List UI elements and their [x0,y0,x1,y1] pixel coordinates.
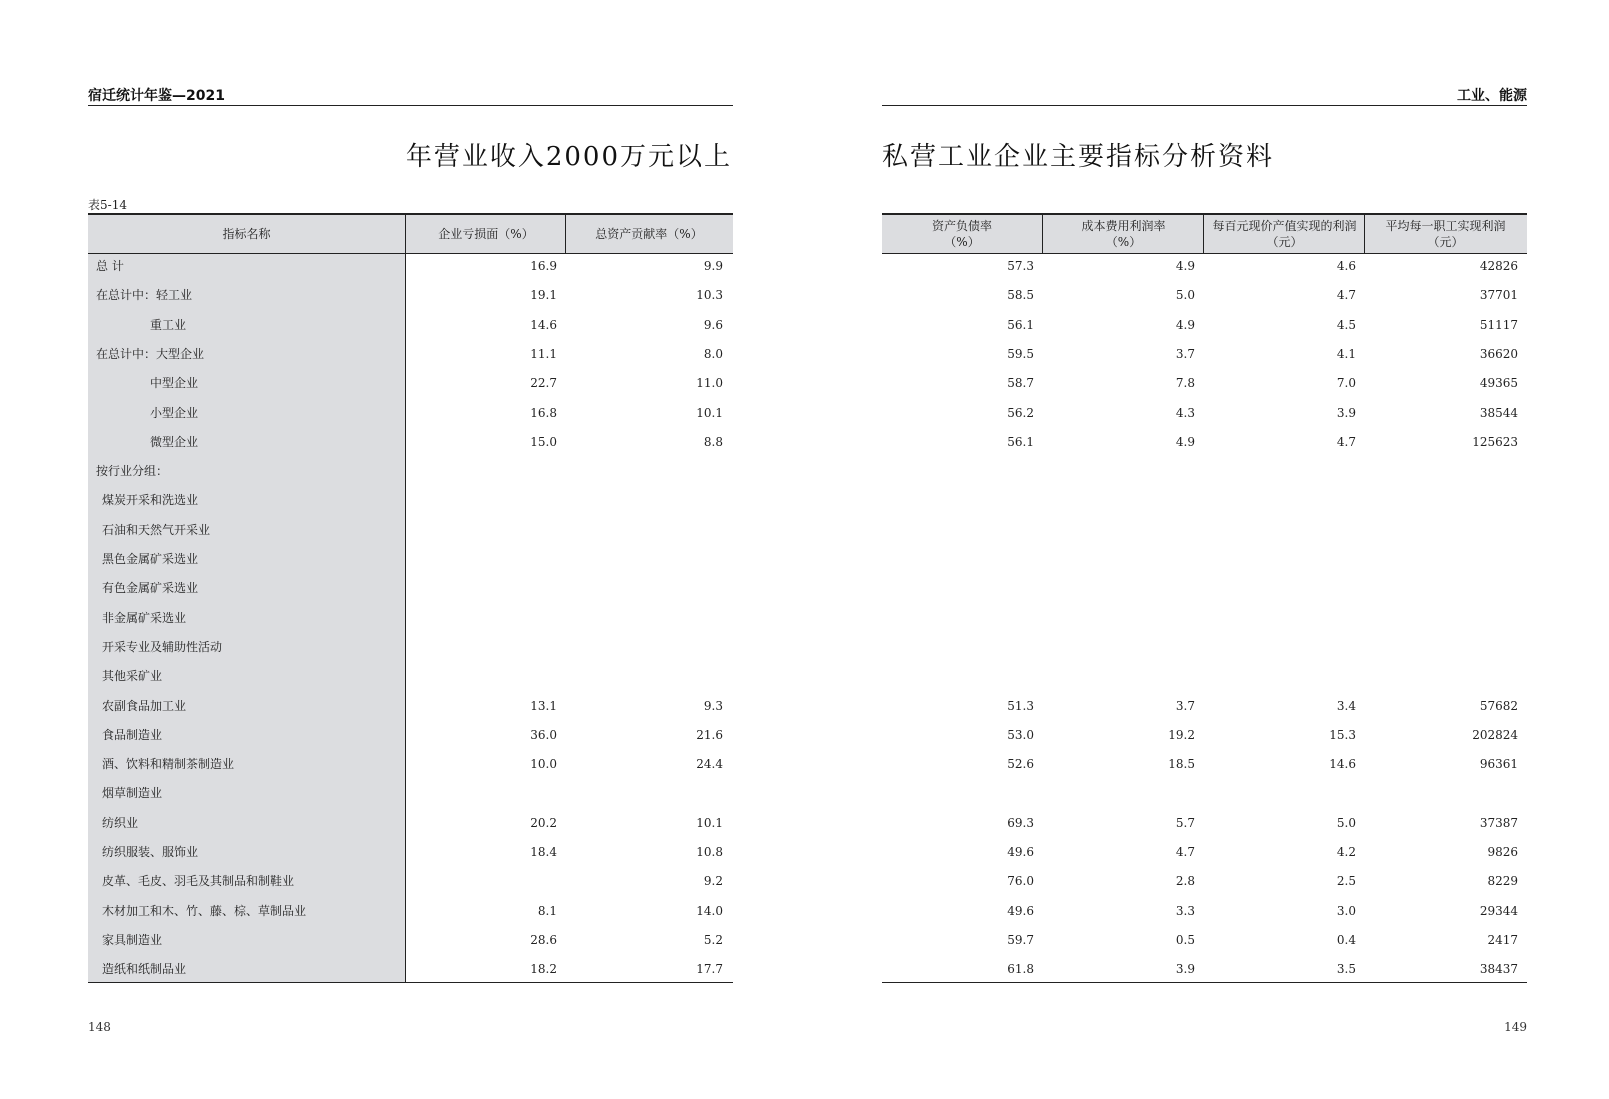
cost-profit-ratio-value: 3.3 [1175,903,1195,918]
profit-per-100-value [1203,486,1356,516]
left-page-number: 148 [88,1020,111,1034]
profit-per-100-value [1203,633,1356,663]
debt-ratio-value: 51.3 [1007,698,1034,713]
debt-ratio-value: 57.3 [1007,259,1034,273]
loss-rate-value [405,867,557,897]
column-header-profit-per-worker-label: 平均每一职工实现利润 [1385,219,1506,233]
indicator-name: 小型企业 [150,405,199,420]
asset-contribution-value: 24.4 [696,757,723,772]
asset-contribution-value: 17.7 [696,962,723,977]
asset-contribution-value: 9.3 [703,698,723,713]
table-row [88,750,733,780]
asset-contribution-value [565,545,723,575]
profit-per-100-value [1203,574,1356,604]
profit-per-worker-value: 9826 [1487,845,1518,859]
table-row [882,457,1527,487]
profit-per-100-value: 4.5 [1336,317,1356,332]
profit-per-100-value: 4.2 [1336,845,1356,859]
table-row [88,897,733,927]
column-header-cost-profit-ratio-unit: （%） [1105,235,1142,249]
right-table-header [882,213,1527,254]
indicator-name: 木材加工和木、竹、藤、棕、草制品业 [102,903,307,918]
loss-rate-value: 18.2 [530,962,557,977]
profit-per-worker-value: 42826 [1479,259,1518,273]
profit-per-worker-value: 36620 [1479,346,1518,361]
table-row [88,867,733,897]
profit-per-100-value: 14.6 [1329,757,1356,772]
right-header-rule [882,105,1527,106]
profit-per-100-value [1203,516,1356,546]
profit-per-100-value [1203,662,1356,692]
asset-contribution-value: 10.3 [696,288,723,303]
indicator-name: 在总计中：轻工业 [96,288,193,303]
asset-contribution-value [565,516,723,546]
column-header-loss-rate: 企业亏损面（%） [405,215,566,253]
profit-per-worker-value: 96361 [1479,757,1518,772]
column-header-cost-profit-ratio [1042,215,1204,253]
cost-profit-ratio-value [1042,604,1195,634]
profit-per-worker-value [1364,516,1518,546]
asset-contribution-value [565,574,723,604]
table-row [882,955,1527,985]
loss-rate-value: 16.9 [530,259,557,273]
table-row [88,545,733,575]
cost-profit-ratio-value [1042,457,1195,487]
profit-per-worker-value [1364,633,1518,663]
left-table-bottom-rule [88,982,733,983]
profit-per-worker-value [1364,486,1518,516]
profit-per-worker-value: 29344 [1479,903,1518,918]
asset-contribution-value [565,486,723,516]
indicator-name: 石油和天然气开采业 [102,522,211,537]
indicator-name: 微型企业 [150,434,199,449]
loss-rate-value [405,457,557,487]
table-row [88,838,733,868]
debt-ratio-value: 49.6 [1007,845,1034,859]
profit-per-worker-value: 37701 [1479,288,1518,303]
loss-rate-value: 10.0 [530,757,557,772]
profit-per-100-value: 15.3 [1329,727,1356,742]
loss-rate-value [405,604,557,634]
asset-contribution-value: 8.0 [703,346,723,361]
loss-rate-value: 11.1 [530,346,557,361]
indicator-name: 在总计中：大型企业 [96,346,205,361]
asset-contribution-value: 10.1 [696,815,723,830]
table-row [882,428,1527,458]
table-row [882,897,1527,927]
cost-profit-ratio-value: 4.9 [1175,317,1195,332]
table-row [88,516,733,546]
loss-rate-value [405,545,557,575]
loss-rate-value: 15.0 [530,434,557,449]
asset-contribution-value: 9.2 [703,874,723,889]
cost-profit-ratio-value: 4.3 [1175,405,1195,420]
profit-per-100-value: 3.4 [1336,698,1356,713]
column-header-debt-ratio-label: 资产负债率 [931,219,992,233]
table-row [88,457,733,487]
left-header-rule [88,105,733,106]
table-row [882,516,1527,546]
asset-contribution-value: 9.6 [703,317,723,332]
column-header-indicator: 指标名称 [88,215,405,253]
table-row [88,311,733,341]
cost-profit-ratio-value [1042,545,1195,575]
debt-ratio-value [882,486,1034,516]
debt-ratio-value [882,604,1034,634]
cost-profit-ratio-value: 5.0 [1175,288,1195,303]
table-row [88,574,733,604]
table-row [882,721,1527,751]
cost-profit-ratio-value: 18.5 [1168,757,1195,772]
right-table-bottom-rule [882,982,1527,983]
loss-rate-value [405,662,557,692]
column-header-asset-contribution: 总资产贡献率（%） [565,215,732,253]
table-row [882,633,1527,663]
profit-per-worker-value: 8229 [1487,874,1518,889]
profit-per-worker-value [1364,457,1518,487]
debt-ratio-value: 59.5 [1007,346,1034,361]
table-row [882,779,1527,809]
column-header-debt-ratio-unit: （%） [944,235,980,249]
cost-profit-ratio-value: 4.9 [1175,259,1195,273]
profit-per-100-value: 0.4 [1336,932,1356,947]
table-row [882,867,1527,897]
cost-profit-ratio-value: 3.7 [1175,346,1195,361]
table-row [882,926,1527,956]
profit-per-worker-value: 51117 [1479,317,1518,332]
profit-per-worker-value [1364,779,1518,809]
loss-rate-value: 13.1 [530,698,557,713]
debt-ratio-value [882,545,1034,575]
table-row [882,838,1527,868]
table-row [882,750,1527,780]
indicator-name: 食品制造业 [102,727,163,742]
cost-profit-ratio-value [1042,516,1195,546]
profit-per-100-value [1203,545,1356,575]
column-header-cost-profit-ratio-label: 成本费用利润率 [1081,219,1166,233]
profit-per-worker-value: 38437 [1479,962,1518,977]
indicator-name: 非金属矿采选业 [102,610,187,625]
table-row [88,340,733,370]
debt-ratio-value [882,457,1034,487]
indicator-name: 农副食品加工业 [102,698,187,713]
right-page-number: 149 [1504,1020,1527,1034]
loss-rate-value [405,633,557,663]
asset-contribution-value [565,779,723,809]
asset-contribution-value: 10.8 [696,845,723,859]
indicator-name: 按行业分组： [96,464,169,479]
column-header-profit-per-worker-unit: （元） [1427,235,1464,249]
table-row [882,545,1527,575]
profit-per-worker-value: 57682 [1479,698,1518,713]
profit-per-worker-value [1364,574,1518,604]
profit-per-100-value: 3.0 [1336,903,1356,918]
profit-per-100-value: 4.6 [1336,259,1356,273]
table-row [882,311,1527,341]
indicator-name: 酒、饮料和精制茶制造业 [102,757,235,772]
profit-per-worker-value [1364,545,1518,575]
asset-contribution-value: 8.8 [703,434,723,449]
table-row [88,399,733,429]
profit-per-worker-value: 202824 [1472,727,1518,742]
column-header-debt-ratio [882,215,1042,253]
loss-rate-value: 28.6 [530,932,557,947]
indicator-name: 造纸和纸制品业 [102,962,187,977]
debt-ratio-value: 58.5 [1007,288,1034,303]
profit-per-100-value: 3.9 [1336,405,1356,420]
indicator-name: 黑色金属矿采选业 [102,552,199,566]
asset-contribution-value: 14.0 [696,903,723,918]
table-row [88,486,733,516]
debt-ratio-value: 56.2 [1007,405,1034,420]
profit-per-100-value [1203,779,1356,809]
debt-ratio-value: 56.1 [1007,434,1034,449]
cost-profit-ratio-value: 2.8 [1175,874,1195,889]
cost-profit-ratio-value: 5.7 [1175,815,1195,830]
profit-per-100-value [1203,604,1356,634]
asset-contribution-value: 21.6 [696,727,723,742]
cost-profit-ratio-value: 7.8 [1175,376,1195,391]
table-row [88,692,733,722]
loss-rate-value: 22.7 [530,376,557,391]
cost-profit-ratio-value: 19.2 [1168,727,1195,742]
asset-contribution-value [565,604,723,634]
debt-ratio-value: 53.0 [1007,727,1034,742]
table-row [88,604,733,634]
debt-ratio-value: 52.6 [1007,757,1034,772]
asset-contribution-value [565,662,723,692]
indicator-name: 家具制造业 [102,932,163,947]
column-header-profit-per-100-label: 每百元现价产值实现的利润 [1212,219,1357,233]
profit-per-worker-value: 125623 [1472,434,1518,449]
profit-per-100-value: 3.5 [1336,962,1356,977]
loss-rate-value [405,779,557,809]
indicator-name: 重工业 [150,317,187,332]
table-row [882,604,1527,634]
asset-contribution-value [565,633,723,663]
right-page-title: 私营工业企业主要指标分析资料 [882,142,1275,172]
profit-per-worker-value [1364,604,1518,634]
column-header-profit-per-100 [1203,215,1365,253]
profit-per-worker-value: 49365 [1479,376,1518,391]
left-table-header [88,213,733,254]
cost-profit-ratio-value: 0.5 [1175,932,1195,947]
table-number: 表5-14 [88,198,127,212]
debt-ratio-value: 59.7 [1007,932,1034,947]
debt-ratio-value [882,662,1034,692]
cost-profit-ratio-value [1042,633,1195,663]
loss-rate-value [405,516,557,546]
table-row [882,252,1527,282]
indicator-name: 开采专业及辅助性活动 [102,639,223,654]
table-row [882,692,1527,722]
left-page-title: 年营业收入2000万元以上 [405,142,732,172]
table-row [88,633,733,663]
profit-per-worker-value: 38544 [1479,405,1518,420]
table-row [88,281,733,311]
indicator-name: 有色金属矿采选业 [102,581,199,596]
table-row [88,721,733,751]
debt-ratio-value [882,574,1034,604]
cost-profit-ratio-value: 4.7 [1175,845,1195,859]
debt-ratio-value: 69.3 [1007,815,1034,830]
indicator-name: 烟草制造业 [102,786,163,801]
indicator-name: 纺织服装、服饰业 [102,845,199,859]
table-row [88,428,733,458]
loss-rate-value: 36.0 [530,727,557,742]
column-header-profit-per-100-unit: （元） [1266,235,1303,249]
profit-per-100-value [1203,457,1356,487]
debt-ratio-value: 61.8 [1007,962,1034,977]
table-row [882,399,1527,429]
loss-rate-value [405,486,557,516]
cost-profit-ratio-value [1042,779,1195,809]
debt-ratio-value [882,779,1034,809]
table-row [88,252,733,282]
profit-per-worker-value [1364,662,1518,692]
loss-rate-value: 14.6 [530,317,557,332]
table-row [88,369,733,399]
indicator-name: 煤炭开采和洗选业 [102,493,199,508]
table-row [882,369,1527,399]
asset-contribution-value: 5.2 [703,932,723,947]
cost-profit-ratio-value: 3.7 [1175,698,1195,713]
cost-profit-ratio-value: 3.9 [1175,962,1195,977]
column-header-profit-per-worker [1364,215,1526,253]
asset-contribution-value: 11.0 [696,376,723,391]
cost-profit-ratio-value [1042,486,1195,516]
indicator-name: 总 计 [96,259,124,273]
table-row [882,662,1527,692]
profit-per-worker-value: 2417 [1487,932,1518,947]
asset-contribution-value: 10.1 [696,405,723,420]
profit-per-100-value: 4.7 [1336,288,1356,303]
indicator-name: 纺织业 [102,815,139,830]
indicator-name: 皮革、毛皮、羽毛及其制品和制鞋业 [102,874,295,889]
indicator-name: 中型企业 [150,376,199,391]
profit-per-100-value: 7.0 [1336,376,1356,391]
loss-rate-value: 19.1 [530,288,557,303]
debt-ratio-value: 49.6 [1007,903,1034,918]
table-row [882,574,1527,604]
left-running-header: 宿迁统计年鉴—2021 [88,88,225,104]
table-row [882,809,1527,839]
debt-ratio-value: 56.1 [1007,317,1034,332]
asset-contribution-value [565,457,723,487]
profit-per-100-value: 5.0 [1336,815,1356,830]
loss-rate-value: 16.8 [530,405,557,420]
cost-profit-ratio-value: 4.9 [1175,434,1195,449]
profit-per-worker-value: 37387 [1479,815,1518,830]
table-row [88,779,733,809]
loss-rate-value: 18.4 [530,845,557,859]
table-row [88,662,733,692]
table-row [882,486,1527,516]
table-row [88,955,733,985]
table-row [882,340,1527,370]
debt-ratio-value [882,633,1034,663]
cost-profit-ratio-value [1042,662,1195,692]
debt-ratio-value: 76.0 [1007,874,1034,889]
loss-rate-value: 8.1 [537,903,557,918]
table-row [88,809,733,839]
loss-rate-value [405,574,557,604]
profit-per-100-value: 4.1 [1336,346,1356,361]
debt-ratio-value [882,516,1034,546]
loss-rate-value: 20.2 [530,815,557,830]
table-row [88,926,733,956]
asset-contribution-value: 9.9 [703,259,723,273]
profit-per-100-value: 4.7 [1336,434,1356,449]
profit-per-100-value: 2.5 [1336,874,1356,889]
table-row [882,281,1527,311]
right-running-header: 工业、能源 [1457,88,1527,104]
cost-profit-ratio-value [1042,574,1195,604]
indicator-name: 其他采矿业 [102,669,163,684]
debt-ratio-value: 58.7 [1007,376,1034,391]
